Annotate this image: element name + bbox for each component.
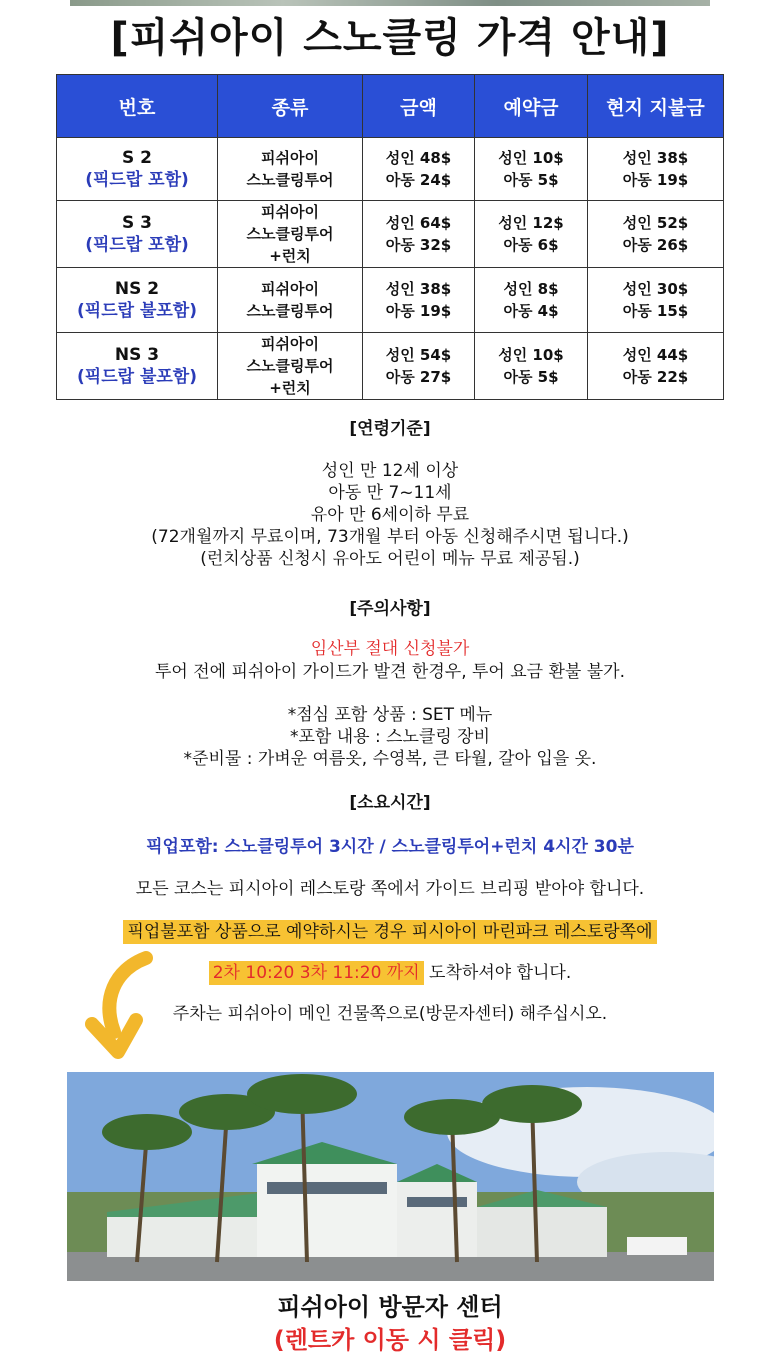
notice-item: *포함 내용 : 스노클링 장비 xyxy=(289,727,491,747)
pickup-duration: 픽업포함: 스노클링투어 3시간 / 스노클링투어+런치 4시간 30분 xyxy=(146,837,634,857)
curved-arrow-icon xyxy=(84,950,174,1060)
notice-item: *준비물 : 가벼운 여름옷, 수영복, 큰 타월, 갈아 입을 옷. xyxy=(183,749,597,769)
duration-heading: [소요시간] xyxy=(349,793,431,813)
highlight-text: 픽업불포함 상품으로 예약하시는 경우 피시아이 마린파크 레스토랑쪽에 xyxy=(123,920,656,944)
cell-deposit xyxy=(475,268,588,333)
price-child: 아동 19$ xyxy=(385,302,452,320)
deposit-adult: 성인 10$ xyxy=(498,346,564,364)
product-code: S 3 xyxy=(122,213,152,233)
cell-price xyxy=(363,201,475,268)
cell-deposit xyxy=(475,201,588,268)
notice-heading: [주의사항] xyxy=(349,599,431,619)
local-child: 아동 26$ xyxy=(622,236,689,254)
cell-price xyxy=(363,138,475,201)
parking-note: 주차는 피쉬아이 메인 건물쪽으로(방문자센터) 해주십시오. xyxy=(172,1004,608,1024)
cell-deposit xyxy=(475,138,588,201)
deposit-adult: 성인 8$ xyxy=(503,280,559,298)
arrival-text: 도착하셔야 합니다. xyxy=(423,963,572,983)
age-line: 성인 만 12세 이상 xyxy=(321,461,459,481)
type-line: 스노클링투어 xyxy=(246,357,334,375)
table-row xyxy=(57,201,724,268)
price-adult: 성인 54$ xyxy=(385,346,452,364)
visitor-center-title: 피쉬아이 방문자 센터 xyxy=(277,1293,503,1321)
pickup-note: (픽드랍 불포함) xyxy=(77,367,197,387)
visitor-center-photo[interactable] xyxy=(67,1072,714,1281)
type-line: +런치 xyxy=(269,247,311,265)
cell-price xyxy=(363,333,475,400)
type-line: 피쉬아이 xyxy=(261,203,319,221)
deposit-adult: 성인 12$ xyxy=(498,214,564,232)
type-line: 피쉬아이 xyxy=(261,335,319,353)
cell-code xyxy=(57,268,218,333)
local-adult: 성인 44$ xyxy=(622,346,689,364)
cell-price xyxy=(363,268,475,333)
type-line: 스노클링투어 xyxy=(246,171,334,189)
table-row xyxy=(57,268,724,333)
refund-notice: 투어 전에 피쉬아이 가이드가 발견 한경우, 투어 요금 환불 불가. xyxy=(155,662,625,682)
local-adult: 성인 52$ xyxy=(622,214,689,232)
pickup-note: (픽드랍 포함) xyxy=(85,170,189,190)
local-adult: 성인 38$ xyxy=(622,149,689,167)
product-code: NS 2 xyxy=(114,279,160,299)
age-line: 유아 만 6세이하 무료 xyxy=(310,505,470,525)
type-line: 스노클링투어 xyxy=(246,302,334,320)
deposit-child: 아동 4$ xyxy=(503,302,559,320)
header-type: 종류 xyxy=(218,75,363,138)
pickup-note: (픽드랍 포함) xyxy=(85,235,189,255)
price-table xyxy=(56,74,724,400)
deposit-child: 아동 5$ xyxy=(503,171,559,189)
rental-car-link[interactable]: (렌트카 이동 시 클릭) xyxy=(273,1326,507,1354)
product-code: NS 3 xyxy=(114,345,160,365)
cell-type xyxy=(218,333,363,400)
pickup-note: (픽드랍 불포함) xyxy=(77,301,197,321)
cell-code xyxy=(57,333,218,400)
type-line: +런치 xyxy=(269,379,311,397)
local-child: 아동 19$ xyxy=(622,171,689,189)
deposit-child: 아동 5$ xyxy=(503,368,559,386)
cell-local xyxy=(588,333,724,400)
cell-type xyxy=(218,268,363,333)
pregnancy-warning: 임산부 절대 신청불가 xyxy=(310,639,470,659)
briefing-note: 모든 코스는 피시아이 레스토랑 쪽에서 가이드 브리핑 받아야 합니다. xyxy=(135,879,645,899)
table-row xyxy=(57,138,724,201)
header-local-payment: 현지 지불금 xyxy=(588,75,724,138)
price-child: 아동 32$ xyxy=(385,236,452,254)
type-line: 피쉬아이 xyxy=(261,149,319,167)
table-header-row xyxy=(57,75,724,138)
age-line: 아동 만 7~11세 xyxy=(328,483,452,503)
age-line: (런치상품 신청시 유아도 어린이 메뉴 무료 제공됨.) xyxy=(200,549,580,569)
age-heading: [연령기준] xyxy=(349,419,431,439)
notice-items xyxy=(0,704,780,770)
price-adult: 성인 48$ xyxy=(385,149,452,167)
table-row xyxy=(57,333,724,400)
type-line: 피쉬아이 xyxy=(261,280,319,298)
cell-deposit xyxy=(475,333,588,400)
header-price: 금액 xyxy=(363,75,475,138)
cell-local xyxy=(588,201,724,268)
header-number: 번호 xyxy=(57,75,218,138)
header-deposit: 예약금 xyxy=(475,75,588,138)
product-code: S 2 xyxy=(122,148,152,168)
price-adult: 성인 64$ xyxy=(385,214,452,232)
top-photo-strip xyxy=(70,0,710,6)
cell-local xyxy=(588,268,724,333)
cell-code xyxy=(57,138,218,201)
type-line: 스노클링투어 xyxy=(246,225,334,243)
cell-code xyxy=(57,201,218,268)
deposit-child: 아동 6$ xyxy=(503,236,559,254)
price-child: 아동 24$ xyxy=(385,171,452,189)
price-child: 아동 27$ xyxy=(385,368,452,386)
deposit-adult: 성인 10$ xyxy=(498,149,564,167)
highlight-line-1 xyxy=(0,921,780,943)
price-adult: 성인 38$ xyxy=(385,280,452,298)
age-line: (72개월까지 무료이며, 73개월 부터 아동 신청해주시면 됩니다.) xyxy=(151,527,629,547)
page-title: [피쉬아이 스노클링 가격 안내] xyxy=(110,15,670,61)
notice-item: *점심 포함 상품 : SET 메뉴 xyxy=(287,705,493,725)
cell-type xyxy=(218,138,363,201)
arrival-time: 2차 10:20 3차 11:20 까지 xyxy=(209,961,424,985)
cell-type xyxy=(218,201,363,268)
local-child: 아동 22$ xyxy=(622,368,689,386)
cell-local xyxy=(588,138,724,201)
local-child: 아동 15$ xyxy=(622,302,689,320)
local-adult: 성인 30$ xyxy=(622,280,689,298)
age-lines xyxy=(0,460,780,570)
